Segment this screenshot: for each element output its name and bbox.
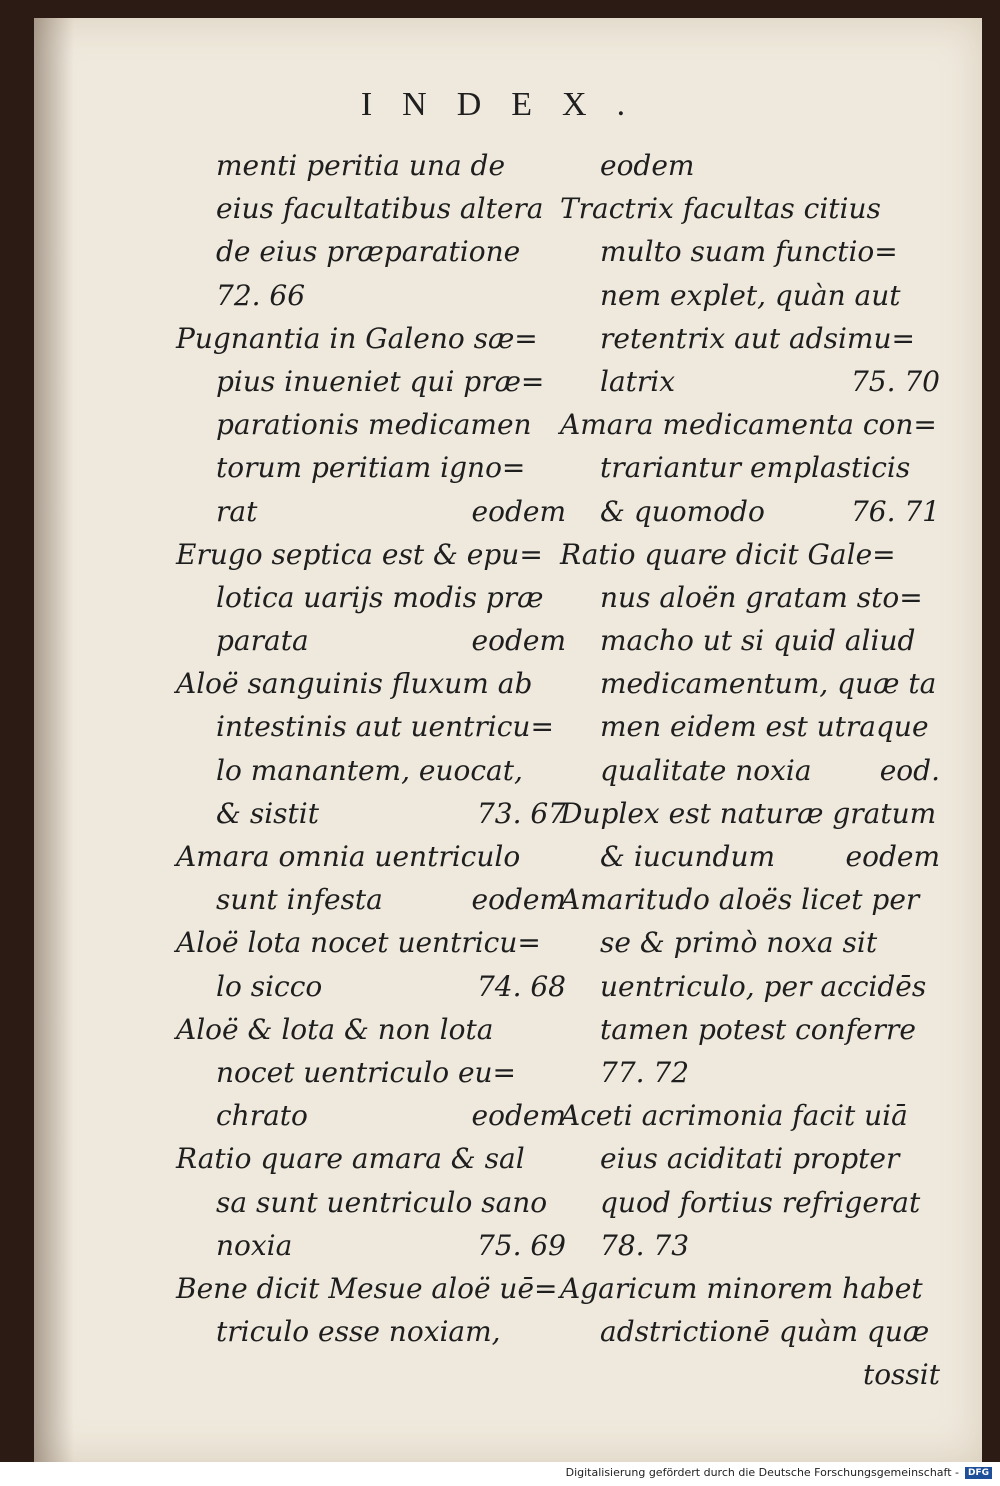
index-line bbox=[560, 576, 940, 619]
index-line bbox=[176, 490, 566, 533]
index-ref: 76. 71 bbox=[850, 494, 940, 528]
index-line bbox=[176, 317, 566, 360]
index-line bbox=[560, 446, 940, 489]
index-line bbox=[560, 965, 940, 1008]
index-text: quod fortius refrigerat bbox=[600, 1185, 921, 1219]
index-text: pius inueniet qui præ= bbox=[216, 364, 545, 398]
index-text: Tractrix facultas citius bbox=[560, 192, 881, 226]
index-text: parata bbox=[216, 624, 309, 658]
index-ref: eodem bbox=[471, 624, 566, 658]
dfg-logo: DFG bbox=[965, 1467, 992, 1479]
index-line bbox=[560, 1181, 940, 1224]
index-text: & quomodo bbox=[600, 494, 765, 528]
index-ref: eodem bbox=[845, 840, 940, 873]
index-text: qualitate noxia bbox=[600, 753, 812, 787]
index-text: nus aloën gratam sto= bbox=[600, 580, 923, 614]
index-text: Amara medicamenta con= bbox=[560, 408, 937, 442]
index-line bbox=[176, 576, 566, 619]
index-text: tamen potest conferre bbox=[600, 1012, 916, 1046]
index-line bbox=[560, 1137, 940, 1180]
index-line bbox=[560, 1224, 940, 1267]
index-text: Pugnantia in Galeno sæ= bbox=[176, 321, 538, 355]
index-ref: eodem bbox=[471, 494, 566, 528]
index-line bbox=[560, 187, 940, 230]
index-line bbox=[176, 360, 566, 403]
index-text: latrix bbox=[600, 364, 676, 398]
index-line bbox=[560, 662, 940, 705]
index-text: lo manantem, euocat, bbox=[216, 753, 523, 787]
index-text: se & primò noxa sit bbox=[600, 926, 878, 960]
index-text: sunt infesta bbox=[216, 883, 383, 917]
index-text: lo sicco bbox=[216, 969, 323, 1003]
index-line bbox=[560, 749, 940, 792]
index-line bbox=[176, 1137, 566, 1180]
index-text: noxia bbox=[216, 1228, 293, 1262]
page-header: INDEX. bbox=[360, 86, 656, 123]
index-text: eius aciditati propter bbox=[600, 1142, 900, 1176]
index-line bbox=[560, 274, 940, 317]
index-line bbox=[176, 533, 566, 576]
index-line bbox=[560, 921, 940, 964]
index-ref: 73. 67 bbox=[476, 796, 566, 830]
index-text: Aloë & lota & non lota bbox=[176, 1012, 494, 1046]
index-text: Erugo septica est & epu= bbox=[176, 537, 543, 571]
index-text: multo suam functio= bbox=[600, 235, 898, 269]
index-line bbox=[176, 144, 566, 187]
index-line bbox=[560, 490, 940, 533]
index-line bbox=[176, 1267, 566, 1310]
index-text: Ratio quare dicit Gale= bbox=[560, 537, 896, 571]
index-text: Aceti acrimonia facit uiā bbox=[560, 1099, 908, 1133]
index-text: Ratio quare amara & sal bbox=[176, 1142, 525, 1176]
index-ref: eod. bbox=[879, 753, 940, 787]
index-line bbox=[176, 792, 566, 835]
index-text: torum peritiam igno= bbox=[216, 451, 526, 485]
index-line bbox=[560, 533, 940, 576]
index-text: menti peritia una de bbox=[216, 149, 506, 182]
index-text: men eidem est utraque bbox=[600, 710, 929, 744]
index-text: Agaricum minorem habet bbox=[560, 1271, 923, 1305]
index-line bbox=[560, 619, 940, 662]
index-line bbox=[176, 878, 566, 921]
index-text: trariantur emplasticis bbox=[600, 451, 911, 485]
index-text: Bene dicit Mesue aloë uē= bbox=[176, 1271, 558, 1305]
index-line bbox=[176, 619, 566, 662]
index-line bbox=[176, 1181, 566, 1224]
index-text: intestinis aut uentricu= bbox=[216, 710, 554, 744]
page-gutter bbox=[34, 18, 74, 1462]
index-line bbox=[560, 1094, 940, 1137]
index-text: rat bbox=[216, 494, 258, 528]
index-line bbox=[176, 662, 566, 705]
index-text: sa sunt uentriculo sano bbox=[216, 1185, 548, 1219]
index-line bbox=[176, 921, 566, 964]
index-line bbox=[560, 1353, 940, 1396]
index-line bbox=[176, 835, 566, 878]
right-column bbox=[560, 144, 940, 1396]
index-line bbox=[560, 878, 940, 921]
index-ref: eodem bbox=[471, 1099, 566, 1133]
index-line bbox=[560, 360, 940, 403]
index-text: eodem bbox=[600, 149, 695, 182]
index-text: triculo esse noxiam, bbox=[216, 1315, 501, 1349]
index-line bbox=[176, 230, 566, 273]
index-line bbox=[560, 144, 940, 187]
book-page bbox=[34, 18, 982, 1462]
index-line bbox=[176, 965, 566, 1008]
index-text: Aloë lota nocet uentricu= bbox=[176, 926, 541, 960]
index-line bbox=[176, 446, 566, 489]
index-text: uentriculo, per accidēs bbox=[600, 969, 927, 1003]
index-ref: tossit bbox=[862, 1358, 940, 1392]
index-text: 78. 73 bbox=[600, 1228, 690, 1262]
index-line bbox=[560, 317, 940, 360]
index-line bbox=[176, 403, 566, 446]
index-line bbox=[176, 1008, 566, 1051]
index-line bbox=[560, 835, 940, 878]
index-text: 72. 66 bbox=[216, 278, 306, 312]
index-text: 77. 72 bbox=[600, 1055, 690, 1089]
index-line bbox=[560, 705, 940, 748]
index-text: adstrictionē quàm quæ bbox=[600, 1315, 930, 1349]
index-line bbox=[560, 1051, 940, 1094]
index-text: nocet uentriculo eu= bbox=[216, 1055, 517, 1089]
index-line bbox=[176, 1094, 566, 1137]
index-text: Aloë sanguinis fluxum ab bbox=[176, 667, 533, 701]
index-line bbox=[560, 1008, 940, 1051]
index-ref: 75. 70 bbox=[850, 364, 940, 398]
index-line bbox=[176, 187, 566, 230]
index-text: nem explet, quàn aut bbox=[600, 278, 901, 312]
footer-credit bbox=[566, 1466, 992, 1479]
index-text: lotica uarijs modis præ bbox=[216, 580, 544, 614]
index-line bbox=[176, 749, 566, 792]
index-line bbox=[560, 792, 940, 835]
index-text: & sistit bbox=[216, 796, 319, 830]
index-text: retentrix aut adsimu= bbox=[600, 321, 915, 355]
index-text: & iucundum bbox=[600, 840, 776, 873]
index-line bbox=[176, 274, 566, 317]
index-line bbox=[176, 705, 566, 748]
index-text: Duplex est naturæ gratum bbox=[560, 796, 937, 830]
index-text: eius facultatibus altera bbox=[216, 192, 544, 226]
index-ref: eodem bbox=[471, 883, 566, 917]
index-line bbox=[560, 230, 940, 273]
index-line bbox=[176, 1051, 566, 1094]
index-line bbox=[560, 403, 940, 446]
index-text: medicamentum, quæ ta bbox=[600, 667, 937, 701]
index-line bbox=[176, 1310, 566, 1353]
footer-text: Digitalisierung gefördert durch die Deutsche Forschungsgemeinschaft - bbox=[565, 1466, 959, 1479]
left-column bbox=[176, 144, 566, 1353]
index-text: Amaritudo aloës licet per bbox=[560, 883, 920, 917]
index-text: Amara omnia uentriculo bbox=[176, 840, 521, 873]
index-ref: 75. 69 bbox=[476, 1228, 566, 1262]
index-ref: 74. 68 bbox=[476, 969, 566, 1003]
index-line bbox=[560, 1310, 940, 1353]
index-line bbox=[560, 1267, 940, 1310]
index-text: parationis medicamen bbox=[216, 408, 532, 442]
index-text: macho ut si quid aliud bbox=[600, 624, 916, 658]
index-text: chrato bbox=[216, 1099, 308, 1133]
index-text: de eius præparatione bbox=[216, 235, 521, 269]
index-line bbox=[176, 1224, 566, 1267]
